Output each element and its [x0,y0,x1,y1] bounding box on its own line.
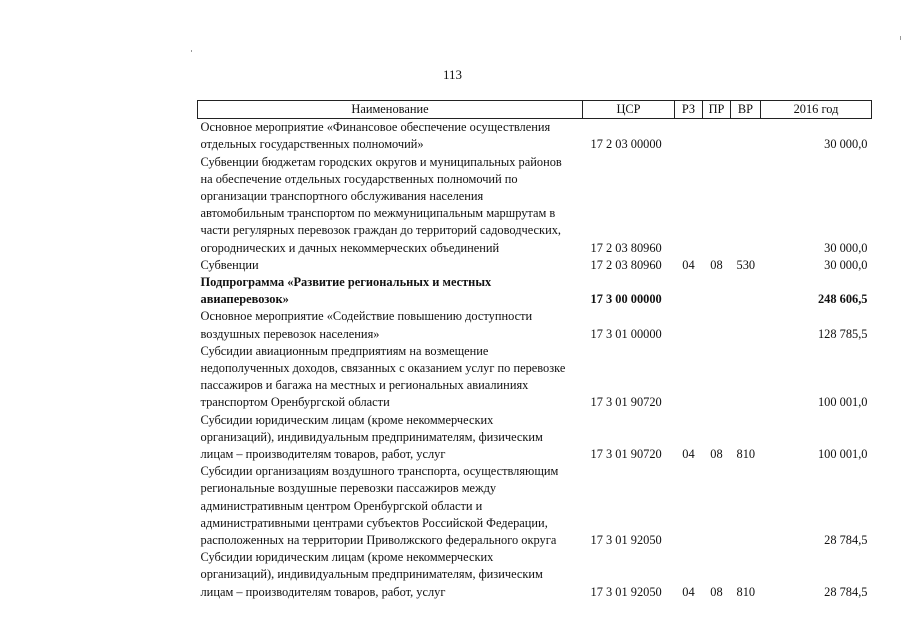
row-name-line: Субсидии юридическим лицам (кроме некоммерческих [200,412,494,427]
row-amount: 100 001,0 [817,395,868,410]
row-name-line: организации транспортного обслуживания населения [200,189,484,204]
row-amount: 100 001,0 [817,447,868,462]
row-name [198,119,583,154]
row-name [198,308,583,342]
row-name-line: региональные воздушные перевозки пассажиров между [200,481,497,496]
row-csr: 17 3 01 00000 [590,326,662,341]
table-row [198,549,872,601]
table-header-row [198,101,872,119]
row-amount: 28 784,5 [824,533,868,548]
row-csr: 17 2 03 80960 [590,240,662,255]
row-csr: 17 3 01 90720 [590,395,662,410]
row-rz: 04 [682,257,695,272]
row-vr: 530 [736,257,756,272]
budget-table [197,100,872,601]
row-name-line: лицам – производителям товаров, работ, услуг [200,447,446,462]
row-amount: 30 000,0 [824,137,868,152]
header-rz: РЗ [675,101,703,119]
row-pr [703,343,731,412]
table-row [198,154,872,257]
row-name [198,412,583,464]
table-row [198,257,872,274]
table-row [198,412,872,464]
header-pr: ПР [703,101,731,119]
row-csr: 17 3 00 00000 [590,292,662,307]
row-rz [675,274,703,308]
row-name [198,274,583,308]
row-name [198,154,583,257]
row-rz [675,343,703,412]
row-name-line: отдельных государственных полномочий» [200,137,424,152]
row-name-line: организаций), индивидуальным предпринимателям, физическим [200,567,543,582]
row-vr [731,463,761,549]
row-amount: 248 606,5 [817,292,868,307]
header-csr: ЦСР [583,101,675,119]
row-pr [703,274,731,308]
row-vr [731,274,761,308]
row-name-line: расположенных на территории Приволжского федерального округа [200,533,557,548]
table-row [198,463,872,549]
row-name-line: воздушных перевозок населения» [200,326,380,341]
row-amount: 28 784,5 [824,584,868,599]
row-name [198,549,583,601]
row-name-line: огороднических и дачных некоммерческих объединений [200,240,500,255]
row-csr: 17 3 01 92050 [590,584,662,599]
row-name-line: Основное мероприятие «Содействие повышению доступности [200,309,533,324]
row-name-line: Субвенции [200,257,259,272]
row-vr [731,119,761,154]
row-name-line: транспортом Оренбургской области [200,395,390,410]
row-amount: 30 000,0 [824,240,868,255]
table-row [198,343,872,412]
row-name-line: Субсидии авиационным предприятиям на возмещение [200,343,489,358]
row-rz [675,154,703,257]
row-name-line: административным центром Оренбургской области и [200,498,483,513]
header-vr: ВР [731,101,761,119]
row-amount: 30 000,0 [824,257,868,272]
row-rz [675,119,703,154]
row-name-line: лицам – производителям товаров, работ, услуг [200,584,446,599]
table-row [198,274,872,308]
row-rz [675,463,703,549]
table-row [198,119,872,154]
row-pr: 08 [710,447,723,462]
row-name-line: на обеспечение отдельных государственных полномочий по [200,171,518,186]
row-pr [703,308,731,342]
row-pr: 08 [710,584,723,599]
row-name-line: авиаперевозок» [200,292,289,307]
row-pr [703,463,731,549]
row-name-line: Субсидии юридическим лицам (кроме некоммерческих [200,550,494,565]
row-name-line: части регулярных перевозок граждан до территорий садоводческих, [200,223,561,238]
scan-speck [191,50,192,52]
row-amount: 128 785,5 [817,326,868,341]
row-name-line: Подпрограмма «Развитие региональных и местных [200,275,492,290]
row-name-line: Основное мероприятие «Финансовое обеспечение осуществления [200,120,551,135]
row-rz [675,308,703,342]
row-rz: 04 [682,584,695,599]
row-rz: 04 [682,447,695,462]
table-body [198,119,872,601]
row-name-line: Субвенции бюджетам городских округов и муниципальных районов [200,154,562,169]
row-name-line: Субсидии организациям воздушного транспорта, осуществляющим [200,464,559,479]
row-vr [731,343,761,412]
row-name-line: недополученных доходов, связанных с оказанием услуг по перевозке [200,361,566,376]
row-csr: 17 2 03 00000 [590,137,662,152]
row-name-line: административными центрами субъектов Российской Федерации, [200,515,548,530]
header-year: 2016 год [761,101,872,119]
row-pr: 08 [710,257,723,272]
row-name-line: организаций), индивидуальным предпринимателям, физическим [200,429,543,444]
row-csr: 17 2 03 80960 [590,257,662,272]
row-vr [731,154,761,257]
row-name [198,343,583,412]
scan-speck [900,36,901,40]
row-name [198,463,583,549]
row-name-line: автомобильным транспортом по межмуниципальным маршрутам в [200,206,556,221]
row-name [198,257,583,274]
row-pr [703,154,731,257]
row-csr: 17 3 01 92050 [590,533,662,548]
row-vr: 810 [736,447,756,462]
page-number: 113 [442,67,463,82]
row-name-line: пассажиров и багажа на местных и региональных авиалиниях [200,378,529,393]
row-vr: 810 [736,584,756,599]
row-vr [731,308,761,342]
row-pr [703,119,731,154]
header-name: Наименование [198,101,583,119]
row-csr: 17 3 01 90720 [590,447,662,462]
table-row [198,308,872,342]
